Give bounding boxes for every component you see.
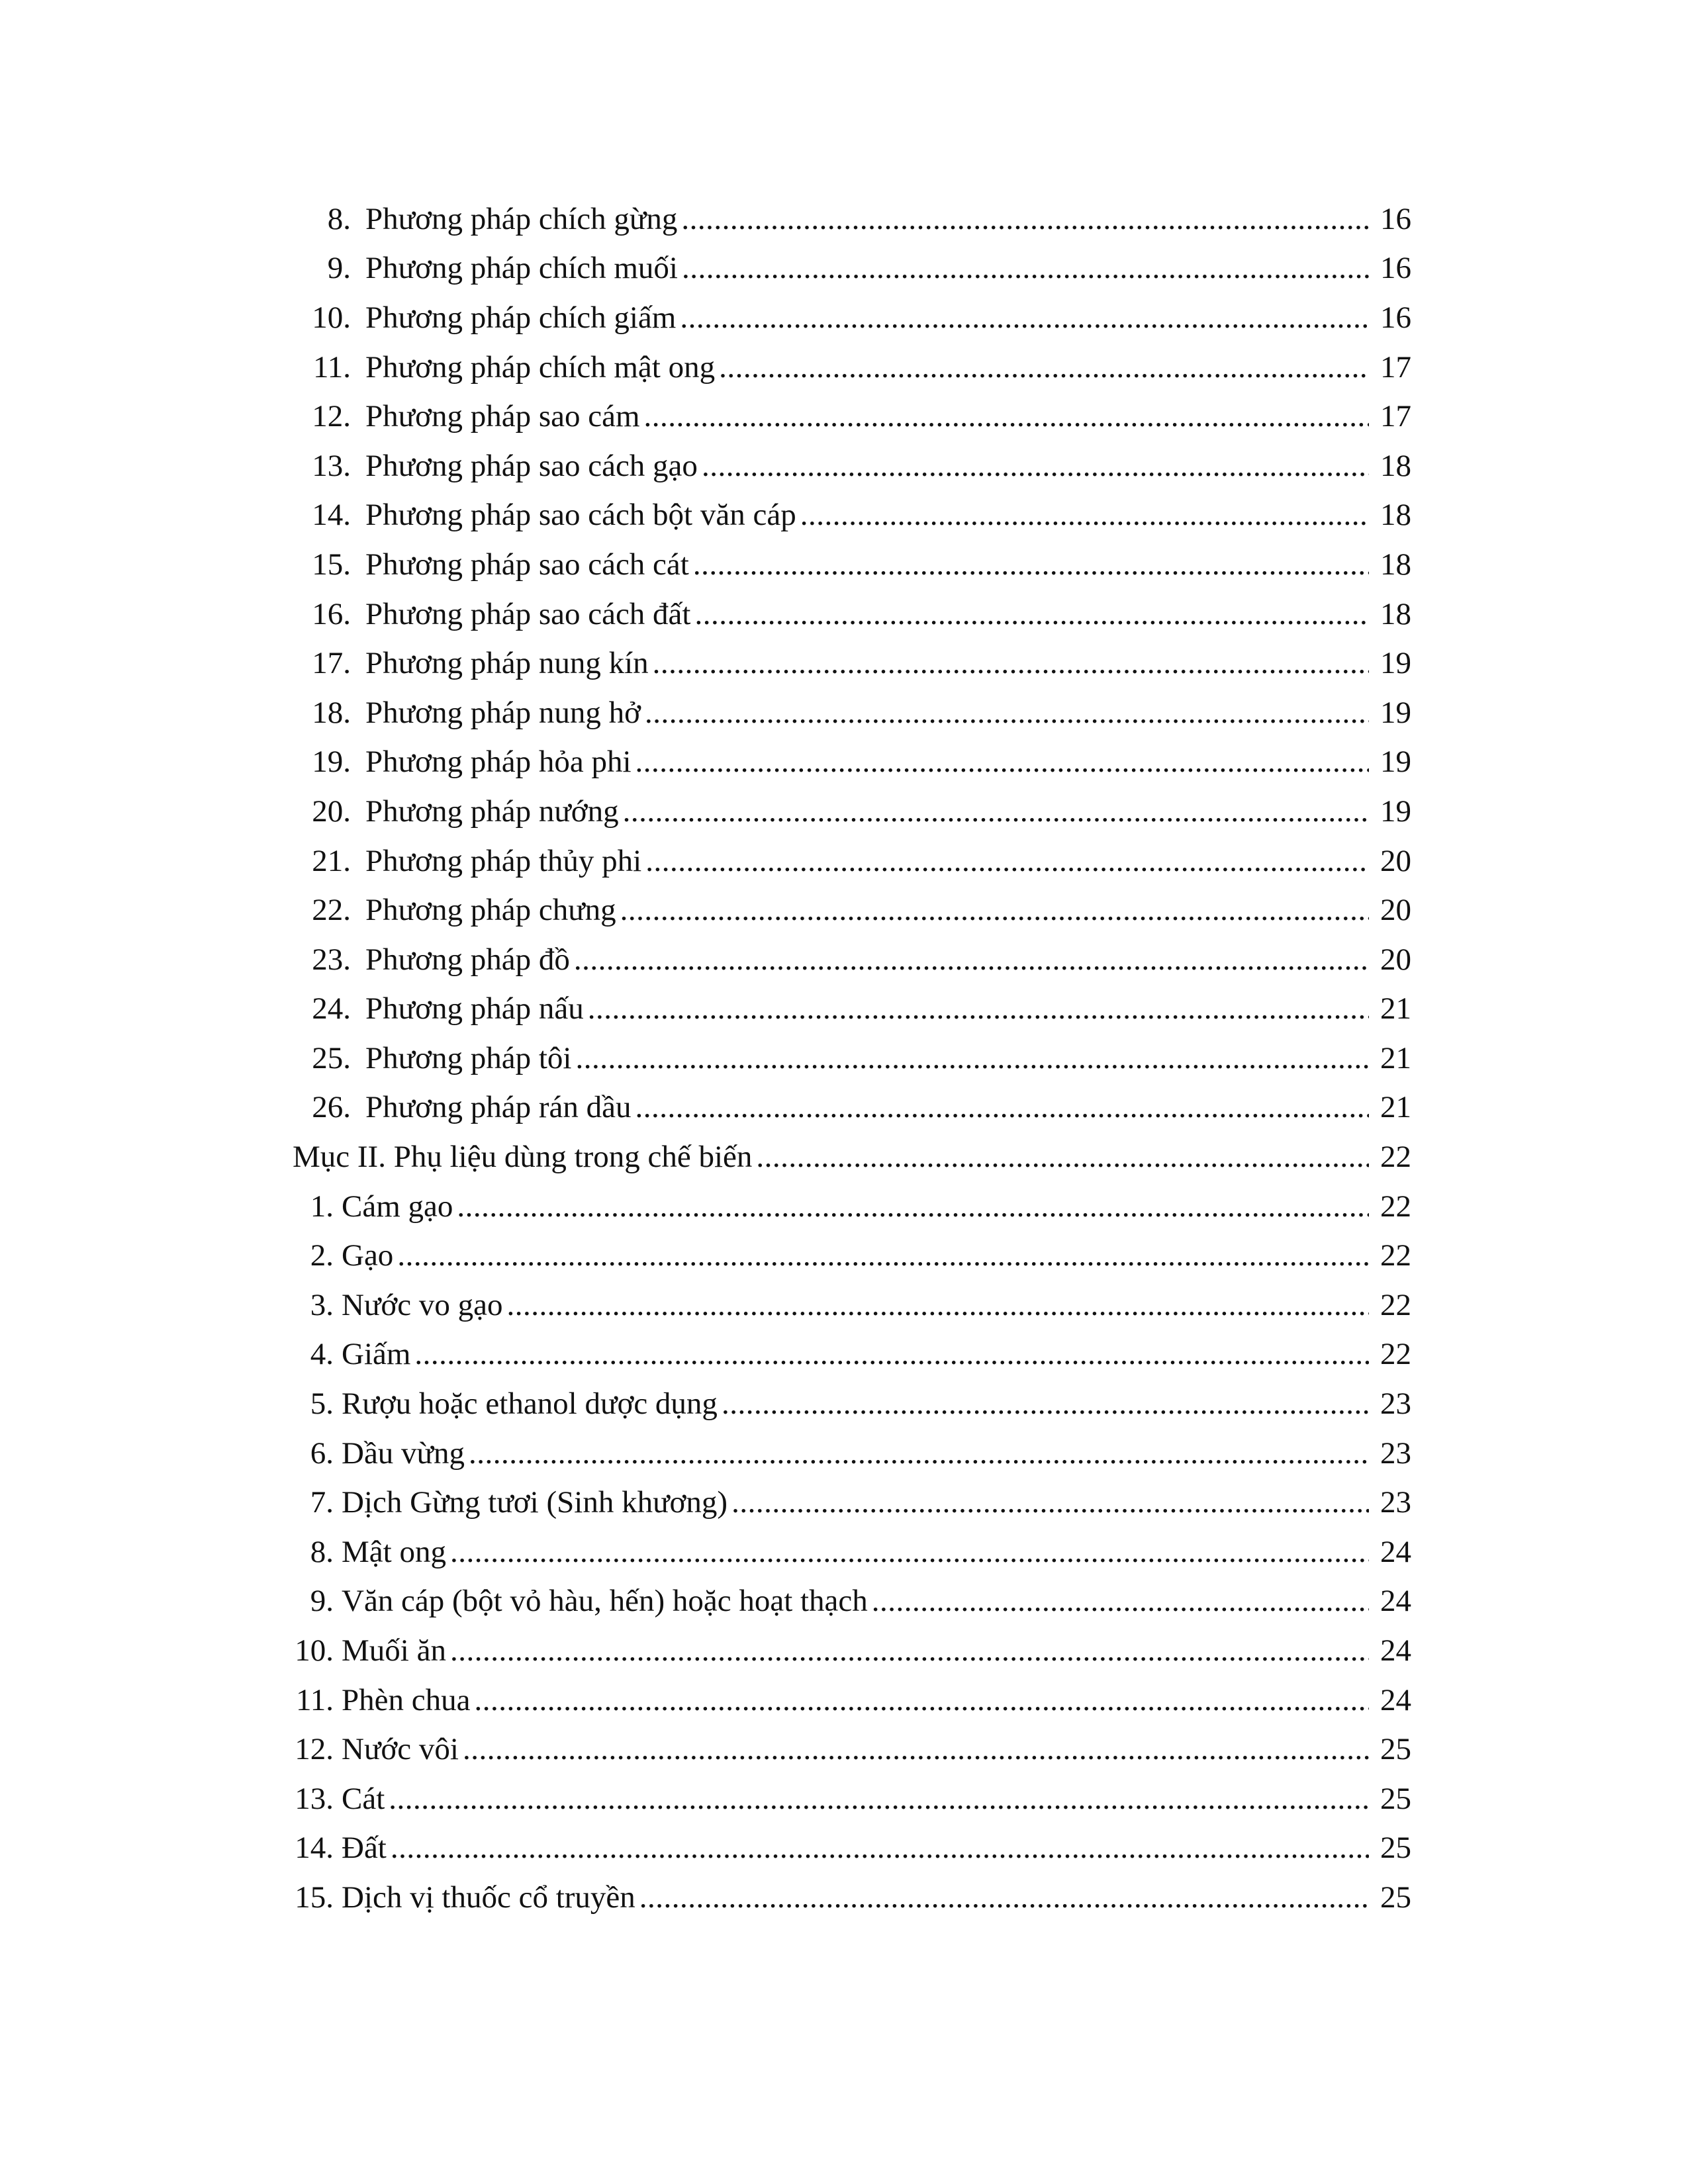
toc-entry-number: 14.	[295, 1831, 334, 1866]
toc-dot-leader	[645, 846, 1369, 877]
toc-entry[interactable]	[293, 1676, 1411, 1725]
toc-entry-number: 5.	[310, 1387, 334, 1422]
toc-entry-title: Văn cáp (bột vỏ hàu, hến) hoặc hoạt thạch	[342, 1584, 868, 1619]
toc-entry-title: Giấm	[342, 1337, 411, 1372]
toc-entry-number: 13.	[295, 1781, 334, 1816]
toc-page-number: 16	[1380, 300, 1411, 335]
toc-page-number: 20	[1380, 942, 1411, 977]
toc-page-number: 23	[1380, 1435, 1411, 1471]
toc-dot-leader	[620, 895, 1369, 926]
toc-entry[interactable]	[293, 935, 1411, 985]
toc-page-number: 22	[1380, 1189, 1411, 1224]
toc-page-number: 24	[1380, 1633, 1411, 1668]
toc-entry[interactable]	[293, 1626, 1411, 1676]
toc-dot-leader	[391, 1833, 1369, 1864]
toc-entry-title: Nước vôi	[342, 1732, 459, 1767]
toc-entry[interactable]	[293, 1281, 1411, 1330]
toc-entry[interactable]	[293, 590, 1411, 639]
toc-page-number: 22	[1380, 1287, 1411, 1322]
toc-dot-leader	[457, 1191, 1369, 1222]
toc-entry-number: 7.	[310, 1485, 334, 1520]
toc-dot-leader	[731, 1487, 1369, 1518]
toc-entry[interactable]	[293, 392, 1411, 441]
toc-entry-title: Phương pháp chưng	[365, 893, 616, 928]
toc-page-number: 23	[1380, 1387, 1411, 1422]
toc-entry[interactable]	[293, 738, 1411, 788]
toc-entry-number: 10.	[295, 1633, 334, 1668]
toc-page-number: 21	[1380, 1090, 1411, 1125]
toc-entry[interactable]	[293, 688, 1411, 738]
toc-entry-number: 25.	[312, 1040, 351, 1075]
toc-entry-number: 13.	[312, 448, 351, 483]
toc-dot-leader	[644, 401, 1369, 432]
toc-entry-number: 18.	[312, 695, 351, 730]
toc-entry[interactable]	[293, 886, 1411, 935]
toc-entry-title: Dịch Gừng tươi (Sinh khương)	[342, 1485, 728, 1520]
toc-entry-title: Phương pháp sao cách đất	[365, 596, 691, 631]
toc-entry-number: 10.	[312, 300, 351, 335]
toc-page-number: 23	[1380, 1485, 1411, 1520]
toc-page-number: 21	[1380, 1040, 1411, 1075]
toc-section-heading[interactable]	[293, 1132, 1411, 1182]
toc-dot-leader	[645, 698, 1369, 729]
toc-entry-number: 3.	[310, 1287, 334, 1322]
toc-entry-number: 12.	[295, 1732, 334, 1767]
toc-entry-title: Mục II. Phụ liệu dùng trong chế biến	[293, 1140, 753, 1175]
toc-entry-title: Dịch vị thuốc cổ truyền	[342, 1880, 635, 1915]
toc-dot-leader	[474, 1685, 1369, 1716]
toc-dot-leader	[507, 1290, 1370, 1321]
toc-entry[interactable]	[293, 1527, 1411, 1577]
toc-entry-title: Nước vo gạo	[342, 1287, 503, 1322]
toc-page-number: 17	[1380, 349, 1411, 385]
toc-entry[interactable]	[293, 985, 1411, 1034]
toc-entry-title: Phương pháp nấu	[365, 991, 584, 1026]
toc-page-number: 24	[1380, 1682, 1411, 1717]
toc-entry[interactable]	[293, 1330, 1411, 1380]
toc-page-number: 22	[1380, 1140, 1411, 1175]
toc-dot-leader	[653, 648, 1369, 679]
toc-page-number: 21	[1380, 991, 1411, 1026]
toc-entry-number: 4.	[310, 1337, 334, 1372]
toc-dot-leader	[702, 451, 1369, 482]
toc-dot-leader	[575, 1043, 1369, 1074]
toc-page-number: 18	[1380, 448, 1411, 483]
toc-entry-title: Phương pháp tôi	[365, 1040, 572, 1075]
toc-dot-leader	[397, 1240, 1369, 1271]
toc-dot-leader	[682, 253, 1369, 284]
toc-entry-number: 2.	[310, 1238, 334, 1273]
toc-entry[interactable]	[293, 1429, 1411, 1479]
toc-dot-leader	[463, 1734, 1369, 1765]
toc-entry[interactable]	[293, 1231, 1411, 1281]
toc-dot-leader	[639, 1882, 1369, 1913]
toc-dot-leader	[694, 599, 1369, 630]
toc-entry-title: Phương pháp rán dầu	[365, 1090, 632, 1125]
toc-entry-number: 19.	[312, 745, 351, 780]
toc-page-number: 18	[1380, 498, 1411, 533]
toc-entry-number: 11.	[312, 349, 351, 385]
toc-entry-title: Mật ong	[342, 1534, 446, 1569]
toc-entry-title: Rượu hoặc ethanol dược dụng	[342, 1387, 718, 1422]
toc-entry-title: Phương pháp sao cám	[365, 399, 640, 434]
toc-dot-leader	[635, 747, 1370, 778]
toc-entry[interactable]	[293, 1379, 1411, 1429]
toc-entry[interactable]	[293, 491, 1411, 541]
toc-entry[interactable]	[293, 1577, 1411, 1627]
toc-entry-title: Phương pháp chích giấm	[365, 300, 677, 335]
toc-entry-number: 21.	[312, 843, 351, 878]
toc-page-number: 17	[1380, 399, 1411, 434]
toc-entry-title: Dầu vừng	[342, 1435, 465, 1471]
toc-dot-leader	[693, 549, 1369, 580]
toc-entry-number: 12.	[312, 399, 351, 434]
toc-page-number: 22	[1380, 1238, 1411, 1273]
toc-entry-number: 8.	[310, 1534, 334, 1569]
toc-page-number: 25	[1380, 1732, 1411, 1767]
toc-page-number: 25	[1380, 1831, 1411, 1866]
toc-dot-leader	[414, 1339, 1369, 1370]
toc-entry-number: 17.	[312, 646, 351, 681]
toc-page-number: 18	[1380, 547, 1411, 582]
toc-page-number: 24	[1380, 1534, 1411, 1569]
toc-entry-title: Phương pháp chích mật ong	[365, 349, 716, 385]
toc-entry-title: Phèn chua	[342, 1682, 471, 1717]
toc-entry[interactable]	[293, 1083, 1411, 1133]
toc-entry[interactable]	[293, 1725, 1411, 1774]
toc-dot-leader	[450, 1635, 1369, 1666]
toc-entry-title: Phương pháp chích gừng	[365, 201, 678, 236]
toc-dot-leader	[574, 944, 1369, 976]
toc-dot-leader	[635, 1092, 1369, 1123]
toc-entry-number: 9.	[310, 1584, 334, 1619]
toc-dot-leader	[389, 1784, 1369, 1815]
toc-entry-number: 24.	[312, 991, 351, 1026]
toc-entry[interactable]	[293, 540, 1411, 590]
toc-page-number: 22	[1380, 1337, 1411, 1372]
toc-page-number: 16	[1380, 251, 1411, 286]
toc-page-number: 18	[1380, 596, 1411, 631]
toc-entry-number: 26.	[312, 1090, 351, 1125]
toc-entry[interactable]	[293, 293, 1411, 343]
toc-page-number: 20	[1380, 893, 1411, 928]
toc-entry[interactable]	[293, 1034, 1411, 1083]
toc-entry-number: 1.	[310, 1189, 334, 1224]
toc-entry[interactable]	[293, 1774, 1411, 1824]
toc-entry-title: Phương pháp nung kín	[365, 646, 649, 681]
toc-entry-number: 15.	[295, 1880, 334, 1915]
toc-dot-leader	[469, 1438, 1369, 1469]
toc-entry-title: Phương pháp sao cách gạo	[365, 448, 698, 483]
toc-entry-title: Phương pháp chích muối	[365, 251, 678, 286]
toc-entry[interactable]	[293, 195, 1411, 244]
toc-entry[interactable]	[293, 1182, 1411, 1232]
toc-entry-title: Phương pháp nướng	[365, 794, 619, 829]
toc-dot-leader	[623, 796, 1369, 827]
toc-entry[interactable]	[293, 787, 1411, 837]
toc-page-number: 24	[1380, 1584, 1411, 1619]
toc-page-number: 19	[1380, 646, 1411, 681]
toc-entry-title: Phương pháp nung hở	[365, 695, 641, 730]
toc-entry[interactable]	[293, 1824, 1411, 1874]
toc-entry-number: 16.	[312, 596, 351, 631]
toc-entry[interactable]	[293, 1873, 1411, 1923]
toc-entry-number: 22.	[312, 893, 351, 928]
toc-entry[interactable]	[293, 639, 1411, 688]
toc-page-number: 20	[1380, 843, 1411, 878]
toc-entry[interactable]	[293, 441, 1411, 491]
toc-page-number: 19	[1380, 745, 1411, 780]
toc-dot-leader	[872, 1586, 1369, 1617]
toc-entry-title: Đất	[342, 1831, 387, 1866]
toc-entry-number: 14.	[312, 498, 351, 533]
toc-page-number: 16	[1380, 201, 1411, 236]
toc-entry-number: 11.	[295, 1682, 334, 1717]
toc-entry[interactable]	[293, 837, 1411, 886]
toc-dot-leader	[719, 352, 1369, 383]
toc-entry-title: Phương pháp đồ	[365, 942, 570, 977]
toc-entry-title: Cám gạo	[342, 1189, 453, 1224]
table-of-contents	[293, 195, 1411, 1923]
toc-entry[interactable]	[293, 343, 1411, 392]
toc-entry-number: 6.	[310, 1435, 334, 1471]
toc-entry-title: Cát	[342, 1781, 385, 1816]
toc-dot-leader	[800, 500, 1369, 531]
toc-dot-leader	[680, 302, 1369, 334]
toc-dot-leader	[722, 1388, 1369, 1420]
toc-entry-title: Gạo	[342, 1238, 394, 1273]
toc-entry-title: Phương pháp sao cách cát	[365, 547, 689, 582]
toc-dot-leader	[588, 993, 1369, 1024]
toc-entry-number: 8.	[327, 201, 351, 236]
toc-page-number: 19	[1380, 695, 1411, 730]
toc-entry-title: Muối ăn	[342, 1633, 446, 1668]
toc-entry-number: 20.	[312, 794, 351, 829]
toc-entry-title: Phương pháp thủy phi	[365, 843, 642, 878]
toc-entry-number: 9.	[327, 251, 351, 286]
toc-entry-number: 23.	[312, 942, 351, 977]
toc-entry-title: Phương pháp hỏa phi	[365, 745, 632, 780]
toc-page-number: 25	[1380, 1880, 1411, 1915]
toc-dot-leader	[681, 204, 1369, 235]
toc-entry-number: 15.	[312, 547, 351, 582]
toc-dot-leader	[450, 1537, 1369, 1568]
toc-page-number: 19	[1380, 794, 1411, 829]
toc-dot-leader	[756, 1142, 1369, 1173]
toc-page-number: 25	[1380, 1781, 1411, 1816]
toc-entry[interactable]	[293, 244, 1411, 294]
toc-entry-title: Phương pháp sao cách bột văn cáp	[365, 498, 796, 533]
toc-entry[interactable]	[293, 1478, 1411, 1527]
